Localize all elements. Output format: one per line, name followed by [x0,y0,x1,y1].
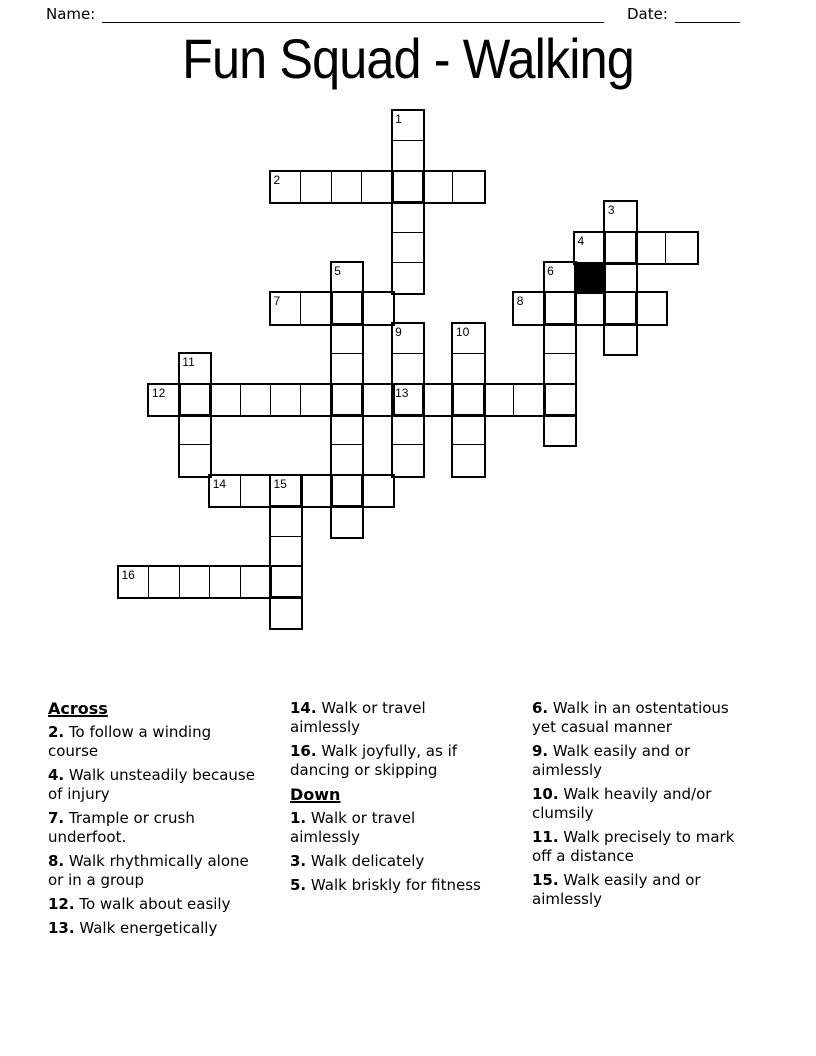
crossword-cell[interactable] [452,444,484,476]
crossword-cell[interactable] [361,292,393,324]
crossword-cell[interactable] [270,596,302,628]
crossword-cell[interactable] [392,171,424,203]
grid-clue-number: 13 [395,385,409,400]
grid-clue-number: 10 [455,324,470,339]
crossword-cell[interactable] [544,292,576,324]
crossword-cell[interactable] [544,323,576,355]
crossword-cell[interactable] [270,384,302,416]
crossword-cell[interactable] [331,384,363,416]
clue-number: 10. [532,785,559,803]
clue-number: 4. [48,766,65,784]
across-heading: Across [48,699,108,718]
crossword-cell[interactable] [635,292,667,324]
crossword-cell[interactable] [635,232,667,264]
crossword-cell[interactable] [544,353,576,385]
clue-column-2 [290,699,486,900]
grid-clue-number: 11 [182,355,195,370]
date-input-line[interactable] [675,5,740,23]
crossword-cell[interactable] [331,505,363,537]
crossword-cell[interactable] [270,505,302,537]
crossword-cell[interactable] [240,475,272,507]
name-label: Name: [46,5,96,23]
clue-down-9: 9. Walk easily and or aimlessly [532,742,691,779]
grid-clue-number: 12 [151,385,166,400]
grid-clue-number: 5 [334,264,341,278]
crossword-cell[interactable] [452,414,484,446]
clue-across-7: 7. Trample or crush underfoot. [48,809,195,846]
clue-number: 8. [48,852,65,870]
clue-across-14: 14. Walk or travel aimlessly [290,699,426,736]
crossword-cell[interactable] [240,384,272,416]
grid-clue-number: 4 [577,233,585,248]
clue-across-13: 13. Walk energetically [48,919,218,937]
crossword-cell[interactable] [665,232,697,264]
clue-down-6: 6. Walk in an ostentatious yet casual manner [532,699,729,736]
grid-clue-number: 1 [395,112,402,126]
crossword-cell[interactable] [148,566,180,598]
clue-column-3 [532,699,750,914]
clue-number: 6. [532,699,549,717]
clue-down-3: 3. Walk delicately [290,852,425,870]
grid-clue-number: 8 [516,294,524,309]
clue-number: 2. [48,723,65,741]
clue-number: 7. [48,809,65,827]
crossword-grid [118,110,738,630]
blocked-cell [574,262,606,294]
crossword-cell[interactable] [483,384,515,416]
crossword-cell[interactable] [604,232,636,264]
crossword-cell[interactable] [513,384,545,416]
crossword-cell[interactable] [270,536,302,568]
clue-number: 9. [532,742,549,760]
clue-number: 14. [290,699,317,717]
crossword-cell[interactable] [240,566,272,598]
clue-column-1 [48,699,256,943]
grid-clue-number: 9 [395,324,402,339]
crossword-cell[interactable] [604,292,636,324]
clue-number: 12. [48,895,75,913]
crossword-cell[interactable] [179,566,211,598]
crossword-cell[interactable] [179,384,211,416]
crossword-cell[interactable] [209,566,241,598]
crossword-cell[interactable] [392,232,424,264]
crossword-cell[interactable] [300,171,332,203]
crossword-cell[interactable] [544,414,576,446]
crossword-cell[interactable] [361,384,393,416]
crossword-cell[interactable] [544,384,576,416]
crossword-cell[interactable] [300,384,332,416]
crossword-cell[interactable] [604,262,636,294]
crossword-cell[interactable] [331,475,363,507]
clue-number: 16. [290,742,317,760]
grid-clue-number: 15 [273,476,287,491]
crossword-cell[interactable] [422,384,454,416]
crossword-cell[interactable] [331,444,363,476]
crossword-cell[interactable] [300,292,332,324]
crossword-cell[interactable] [392,262,424,294]
crossword-cell[interactable] [209,384,241,416]
crossword-cell[interactable] [300,475,332,507]
clue-across-12: 12. To walk about easily [48,895,231,913]
crossword-cell[interactable] [452,171,484,203]
crossword-cell[interactable] [179,444,211,476]
crossword-cell[interactable] [574,292,606,324]
clue-number: 1. [290,809,307,827]
clue-across-4: 4. Walk unsteadily because of injury [48,766,255,803]
crossword-cell[interactable] [392,444,424,476]
crossword-cell[interactable] [331,323,363,355]
clue-across-2: 2. To follow a winding course [48,723,212,760]
crossword-cell[interactable] [179,414,211,446]
clue-number: 13. [48,919,75,937]
crossword-cell[interactable] [452,353,484,385]
grid-clue-number: 7 [273,294,281,309]
worksheet-title: Fun Squad - Walking [182,27,634,90]
clue-down-10: 10. Walk heavily and/or clumsily [532,785,712,822]
crossword-cell[interactable] [361,171,393,203]
crossword-cell[interactable] [331,414,363,446]
crossword-cell[interactable] [331,353,363,385]
clue-across-16: 16. Walk joyfully, as if dancing or skipping [290,742,458,779]
crossword-cell[interactable] [392,140,424,172]
crossword-cell[interactable] [422,171,454,203]
clue-number: 5. [290,876,307,894]
crossword-cell[interactable] [331,171,363,203]
clue-number: 15. [532,871,559,889]
crossword-cell[interactable] [331,292,363,324]
crossword-cell[interactable] [604,323,636,355]
grid-clue-number: 14 [212,476,227,491]
date-label: Date: [627,5,668,23]
name-input-line[interactable] [102,5,604,23]
grid-clue-number: 6 [547,264,554,278]
grid-clue-number: 2 [273,172,281,187]
clue-down-11: 11. Walk precisely to mark off a distance [532,828,735,865]
down-heading: Down [290,785,341,804]
clue-down-15: 15. Walk easily and or aimlessly [532,871,701,908]
crossword-cell[interactable] [361,475,393,507]
clue-number: 3. [290,852,307,870]
clue-number: 11. [532,828,559,846]
clue-down-1: 1. Walk or travel aimlessly [290,809,416,846]
crossword-cell[interactable] [392,201,424,233]
grid-clue-number: 3 [607,203,615,218]
clue-down-5: 5. Walk briskly for fitness [290,876,481,894]
crossword-cell[interactable] [452,384,484,416]
clue-across-8: 8. Walk rhythmically alone or in a group [48,852,249,889]
crossword-cell[interactable] [392,414,424,446]
crossword-cell[interactable] [392,353,424,385]
crossword-cell[interactable] [270,566,302,598]
grid-clue-number: 16 [121,568,135,582]
